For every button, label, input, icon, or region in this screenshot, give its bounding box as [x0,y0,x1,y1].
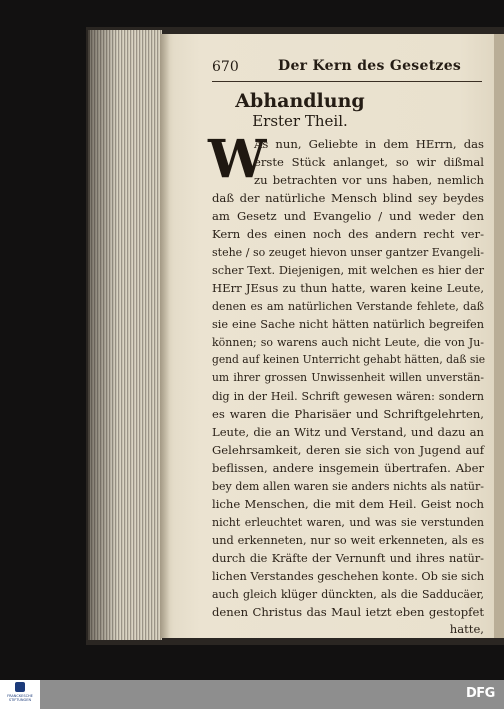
text-line: Leute, die an Witz und Verstand, und dazu an [212,425,484,439]
text-line: Kern des einen noch des andern recht ver- [212,227,484,241]
text-line: um ihrer grossen Unwissenheit willen unverstän- [212,371,484,384]
text-line: HErr JEsus zu thun hatte, waren keine Leute, [212,281,484,295]
text-line: sie eine Sache nicht hätten natürlich begreifen [212,318,484,331]
catchword: hatte, [449,622,484,636]
text-line: scher Text. Diejenigen, mit welchen es hier der [212,264,484,277]
text-line: und erkenneten, nur so weit erkenneten, als es [212,534,484,547]
text-line: gend auf keinen Unterricht gehabt hätten, daß sie [212,353,486,366]
text-line: liche Menschen, die mit dem Heil. Geist noch [212,497,484,511]
text-line: bey dem allen waren sie anders nichts als natür- [212,480,484,493]
text-line: As nun, Geliebte in dem HErrn, das [254,137,484,151]
text-line: können; so warens auch nicht Leute, die von Ju- [212,336,484,349]
text-line: es waren die Pharisäer und Schriftgelehrten, [212,407,484,421]
section-subheading: Erster Theil. [252,112,348,130]
running-head: Der Kern des Gesetzes [278,58,462,74]
dfg-logo[interactable]: DFG [466,686,495,701]
text-line: dig in der Heil. Schrift gewesen wären: sondern [212,390,484,403]
header-rule [212,81,482,82]
text-line: nicht erleuchtet waren, und was sie verstunden [212,516,484,529]
institution-logo-icon [15,682,25,692]
drop-cap: W [208,129,267,190]
text-line: am Gesetz und Evangelio / und weder den [212,209,484,223]
text-line: denen Christus das Maul ietzt eben gestopfet [212,605,484,619]
text-line: stehe / so zeuget hievon unser gantzer Evangeli- [212,246,484,259]
text-line: daß der natürliche Mensch blind sey beydes [212,191,484,205]
text-line: denen es am natürlichen Verstande fehlete, daß [212,300,484,313]
text-line: lichen Verstandes geschehen konte. Ob sie sich [212,570,485,583]
text-line: auch gleich klüger dünckten, als die Sadducäer, [212,588,484,601]
institution-logo[interactable] [6,682,34,707]
section-heading: Abhandlung [235,90,365,112]
text-line: durch die Kräfte der Vernunft und ihres natür- [212,552,484,565]
text-line: beflissen, andere insgemein übertrafen. Aber [212,461,484,475]
footer-band [40,680,504,709]
text-line: Gelehrsamkeit, deren sie sich von Jugend auf [212,443,484,457]
institution-logo-text: FRANCKESCHE STIFTUNGEN [7,694,33,702]
text-line: zu betrachten vor uns haben, nemlich [254,173,484,187]
page-number: 670 [212,59,239,75]
text-line: erste Stück anlanget, so wir dißmal [254,155,484,169]
